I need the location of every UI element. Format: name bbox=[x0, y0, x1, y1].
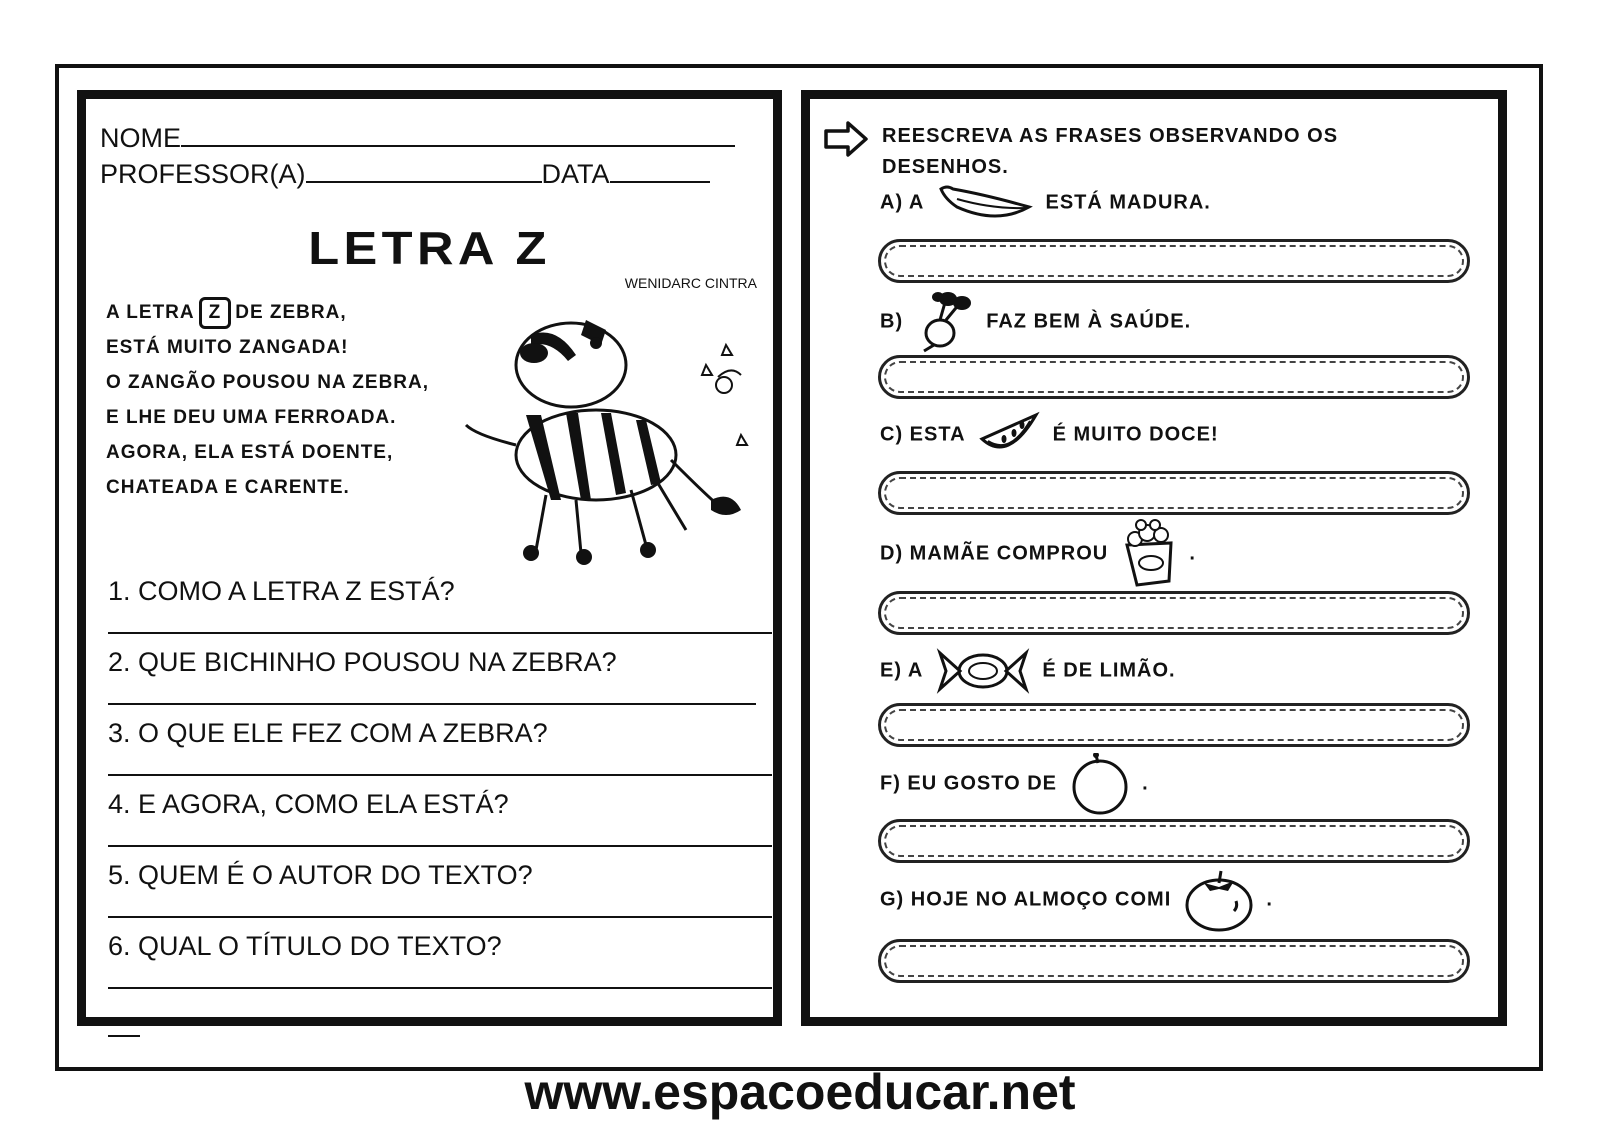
popcorn-icon bbox=[1121, 519, 1177, 589]
author-credit: WENIDARC CINTRA bbox=[624, 275, 757, 291]
name-line bbox=[181, 121, 735, 147]
letter-z-box: Z bbox=[199, 297, 232, 329]
banana-icon bbox=[937, 181, 1033, 225]
date-label: DATA bbox=[541, 159, 610, 189]
sentence-d: D) MAMÃE COMPROU . bbox=[880, 519, 1196, 589]
question-list bbox=[108, 575, 772, 1001]
sentence-c: C) ESTA É MUITO DOCE! bbox=[880, 409, 1219, 461]
question-6: 6. QUAL O TÍTULO DO TEXTO? bbox=[108, 930, 772, 1001]
beet-icon bbox=[916, 291, 974, 353]
sentence-b: B) FAZ BEM À SAÚDE. bbox=[880, 291, 1191, 353]
answer-box-c[interactable] bbox=[878, 471, 1470, 515]
teacher-line bbox=[306, 157, 542, 183]
poem-line-6: CHATEADA E CARENTE. bbox=[106, 477, 350, 498]
tomato-icon bbox=[1184, 867, 1254, 933]
poem-line-4: E LHE DEU UMA FERROADA. bbox=[106, 407, 397, 428]
answer-box-e[interactable] bbox=[878, 703, 1470, 747]
instruction: REESCREVA AS FRASES OBSERVANDO OS DESENHOS. bbox=[882, 125, 1339, 178]
answer-line[interactable] bbox=[108, 703, 756, 705]
exercise-panel bbox=[801, 90, 1507, 1026]
poem-line-3: O ZANGÃO POUSOU NA ZEBRA, bbox=[106, 372, 430, 393]
question-5: 5. QUEM É O AUTOR DO TEXTO? bbox=[108, 859, 772, 930]
question-4: 4. E AGORA, COMO ELA ESTÁ? bbox=[108, 788, 772, 859]
answer-line[interactable] bbox=[108, 774, 772, 776]
sentence-e: E) A É DE LIMÃO. bbox=[880, 645, 1176, 697]
poem-line-1: A LETRA Z DE ZEBRA, bbox=[106, 295, 429, 330]
answer-box-g[interactable] bbox=[878, 939, 1470, 983]
teacher-label: PROFESSOR(A) bbox=[100, 159, 306, 189]
question-3: 3. O QUE ELE FEZ COM A ZEBRA? bbox=[108, 717, 772, 788]
answer-box-a[interactable] bbox=[878, 239, 1470, 283]
poem-line-5: AGORA, ELA ESTÁ DOENTE, bbox=[106, 442, 394, 463]
sentence-a: A) A ESTÁ MADURA. bbox=[880, 181, 1211, 225]
question-1: 1. COMO A LETRA Z ESTÁ? bbox=[108, 575, 772, 646]
name-label: NOME bbox=[100, 123, 181, 153]
candy-icon bbox=[936, 645, 1030, 697]
footer-url: www.espacoeducar.net bbox=[524, 1064, 1076, 1120]
reading-panel bbox=[77, 90, 782, 1026]
name-row bbox=[100, 121, 735, 154]
sentence-f: F) EU GOSTO DE . bbox=[880, 753, 1149, 815]
arrow-right-icon bbox=[822, 119, 870, 159]
watermelon-icon bbox=[978, 409, 1040, 461]
poem bbox=[106, 295, 429, 505]
question-2: 2. QUE BICHINHO POUSOU NA ZEBRA? bbox=[108, 646, 772, 717]
poem-line-2: ESTÁ MUITO ZANGADA! bbox=[106, 337, 349, 358]
answer-box-f[interactable] bbox=[878, 819, 1470, 863]
answer-line-stub bbox=[108, 1035, 140, 1037]
answer-line[interactable] bbox=[108, 987, 772, 989]
orange-icon bbox=[1070, 753, 1130, 815]
teacher-row bbox=[100, 157, 710, 190]
answer-box-b[interactable] bbox=[878, 355, 1470, 399]
answer-line[interactable] bbox=[108, 632, 772, 634]
page-title: LETRA Z bbox=[308, 222, 551, 274]
sentence-g: G) HOJE NO ALMOÇO COMI . bbox=[880, 867, 1273, 933]
answer-box-d[interactable] bbox=[878, 591, 1470, 635]
date-line bbox=[610, 157, 710, 183]
answer-line[interactable] bbox=[108, 845, 772, 847]
answer-line[interactable] bbox=[108, 916, 772, 918]
zebra-illustration bbox=[456, 295, 766, 565]
